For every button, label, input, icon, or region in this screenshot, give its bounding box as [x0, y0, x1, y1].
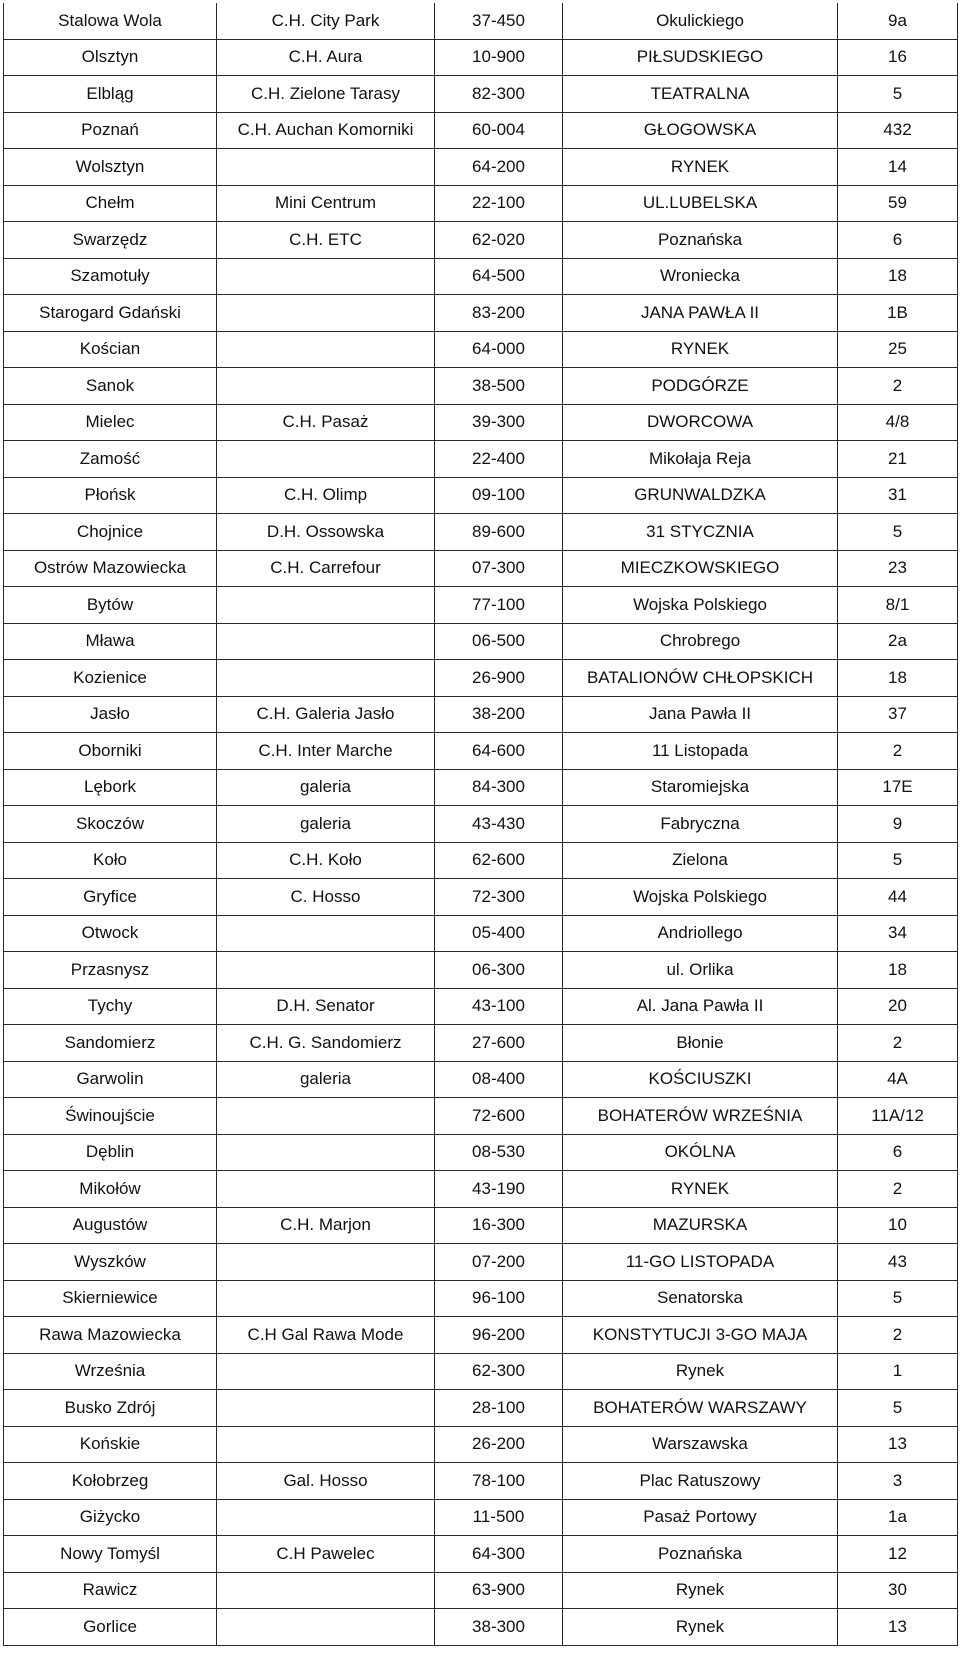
postal-code-cell: 07-200: [435, 1244, 563, 1281]
street-cell: Poznańska: [563, 1536, 838, 1573]
street-cell: JANA PAWŁA II: [563, 295, 838, 332]
table-row: [4, 477, 958, 514]
building-number-cell: 44: [838, 879, 958, 916]
street-cell: 31 STYCZNIA: [563, 514, 838, 551]
table-row: [4, 3, 958, 39]
table-body: [4, 3, 958, 1645]
postal-code-cell: 64-300: [435, 1536, 563, 1573]
shopping-center-cell: [217, 368, 435, 405]
table-row: [4, 331, 958, 368]
street-cell: GRUNWALDZKA: [563, 477, 838, 514]
table-row: [4, 806, 958, 843]
city-cell: Chełm: [4, 185, 217, 222]
city-cell: Olsztyn: [4, 39, 217, 76]
postal-code-cell: 28-100: [435, 1390, 563, 1427]
postal-code-cell: 11-500: [435, 1499, 563, 1536]
building-number-cell: 23: [838, 550, 958, 587]
table-row: [4, 1280, 958, 1317]
postal-code-cell: 26-900: [435, 660, 563, 697]
building-number-cell: 9a: [838, 3, 958, 39]
postal-code-cell: 62-600: [435, 842, 563, 879]
shopping-center-cell: D.H. Ossowska: [217, 514, 435, 551]
city-cell: Sanok: [4, 368, 217, 405]
postal-code-cell: 10-900: [435, 39, 563, 76]
building-number-cell: 2: [838, 1025, 958, 1062]
postal-code-cell: 06-300: [435, 952, 563, 989]
postal-code-cell: 16-300: [435, 1207, 563, 1244]
shopping-center-cell: [217, 1134, 435, 1171]
street-cell: Pasaż Portowy: [563, 1499, 838, 1536]
city-cell: Elbląg: [4, 76, 217, 113]
shopping-center-cell: [217, 623, 435, 660]
shopping-center-cell: C.H. Koło: [217, 842, 435, 879]
building-number-cell: 8/1: [838, 587, 958, 624]
table-row: [4, 733, 958, 770]
street-cell: Wroniecka: [563, 258, 838, 295]
postal-code-cell: 78-100: [435, 1463, 563, 1500]
postal-code-cell: 38-500: [435, 368, 563, 405]
shopping-center-cell: C.H. ETC: [217, 222, 435, 259]
building-number-cell: 12: [838, 1536, 958, 1573]
street-cell: PODGÓRZE: [563, 368, 838, 405]
building-number-cell: 13: [838, 1426, 958, 1463]
building-number-cell: 30: [838, 1572, 958, 1609]
postal-code-cell: 22-100: [435, 185, 563, 222]
shopping-center-cell: [217, 1572, 435, 1609]
city-cell: Stalowa Wola: [4, 3, 217, 39]
city-cell: Wolsztyn: [4, 149, 217, 186]
table-row: [4, 587, 958, 624]
city-cell: Przasnysz: [4, 952, 217, 989]
building-number-cell: 10: [838, 1207, 958, 1244]
building-number-cell: 2: [838, 1317, 958, 1354]
street-cell: Poznańska: [563, 222, 838, 259]
postal-code-cell: 22-400: [435, 441, 563, 478]
postal-code-cell: 43-100: [435, 988, 563, 1025]
street-cell: ul. Orlika: [563, 952, 838, 989]
street-cell: RYNEK: [563, 331, 838, 368]
shopping-center-cell: galeria: [217, 1061, 435, 1098]
building-number-cell: 59: [838, 185, 958, 222]
table-row: [4, 550, 958, 587]
postal-code-cell: 63-900: [435, 1572, 563, 1609]
table-row: [4, 149, 958, 186]
street-cell: RYNEK: [563, 1171, 838, 1208]
building-number-cell: 11A/12: [838, 1098, 958, 1135]
table-row: [4, 39, 958, 76]
street-cell: KONSTYTUCJI 3-GO MAJA: [563, 1317, 838, 1354]
postal-code-cell: 96-100: [435, 1280, 563, 1317]
building-number-cell: 5: [838, 76, 958, 113]
table-row: [4, 1572, 958, 1609]
city-cell: Świnoujście: [4, 1098, 217, 1135]
building-number-cell: 9: [838, 806, 958, 843]
building-number-cell: 20: [838, 988, 958, 1025]
street-cell: MAZURSKA: [563, 1207, 838, 1244]
city-cell: Sandomierz: [4, 1025, 217, 1062]
shopping-center-cell: C.H. Inter Marche: [217, 733, 435, 770]
street-cell: Plac Ratuszowy: [563, 1463, 838, 1500]
table-row: [4, 842, 958, 879]
city-cell: Bytów: [4, 587, 217, 624]
shopping-center-cell: [217, 1244, 435, 1281]
city-cell: Poznań: [4, 112, 217, 149]
shopping-center-cell: [217, 295, 435, 332]
postal-code-cell: 38-200: [435, 696, 563, 733]
street-cell: Al. Jana Pawła II: [563, 988, 838, 1025]
table-row: [4, 1171, 958, 1208]
street-cell: Mikołaja Reja: [563, 441, 838, 478]
shopping-center-cell: C.H. Auchan Komorniki: [217, 112, 435, 149]
street-cell: 11 Listopada: [563, 733, 838, 770]
shopping-center-cell: [217, 1390, 435, 1427]
city-cell: Gryfice: [4, 879, 217, 916]
city-cell: Rawa Mazowiecka: [4, 1317, 217, 1354]
building-number-cell: 3: [838, 1463, 958, 1500]
city-cell: Gorlice: [4, 1609, 217, 1646]
city-cell: Oborniki: [4, 733, 217, 770]
building-number-cell: 2a: [838, 623, 958, 660]
postal-code-cell: 64-000: [435, 331, 563, 368]
city-cell: Chojnice: [4, 514, 217, 551]
building-number-cell: 18: [838, 258, 958, 295]
city-cell: Skierniewice: [4, 1280, 217, 1317]
postal-code-cell: 43-190: [435, 1171, 563, 1208]
table-row: [4, 1317, 958, 1354]
street-cell: BOHATERÓW WARSZAWY: [563, 1390, 838, 1427]
city-cell: Zamość: [4, 441, 217, 478]
building-number-cell: 2: [838, 368, 958, 405]
postal-code-cell: 60-004: [435, 112, 563, 149]
store-list-sheet: [3, 3, 957, 1646]
shopping-center-cell: [217, 331, 435, 368]
postal-code-cell: 37-450: [435, 3, 563, 39]
city-cell: Jasło: [4, 696, 217, 733]
street-cell: BOHATERÓW WRZEŚNIA: [563, 1098, 838, 1135]
postal-code-cell: 77-100: [435, 587, 563, 624]
street-cell: Chrobrego: [563, 623, 838, 660]
table-row: [4, 1609, 958, 1646]
building-number-cell: 5: [838, 842, 958, 879]
street-cell: Jana Pawła II: [563, 696, 838, 733]
city-cell: Starogard Gdański: [4, 295, 217, 332]
building-number-cell: 5: [838, 1390, 958, 1427]
building-number-cell: 2: [838, 733, 958, 770]
table-row: [4, 660, 958, 697]
street-cell: RYNEK: [563, 149, 838, 186]
postal-code-cell: 08-400: [435, 1061, 563, 1098]
city-cell: Rawicz: [4, 1572, 217, 1609]
building-number-cell: 13: [838, 1609, 958, 1646]
street-cell: Wojska Polskiego: [563, 879, 838, 916]
table-row: [4, 1499, 958, 1536]
shopping-center-cell: D.H. Senator: [217, 988, 435, 1025]
table-row: [4, 1353, 958, 1390]
city-cell: Swarzędz: [4, 222, 217, 259]
shopping-center-cell: [217, 915, 435, 952]
shopping-center-cell: [217, 1499, 435, 1536]
shopping-center-cell: galeria: [217, 769, 435, 806]
postal-code-cell: 26-200: [435, 1426, 563, 1463]
store-locations-table: [3, 3, 958, 1646]
shopping-center-cell: [217, 1609, 435, 1646]
street-cell: Senatorska: [563, 1280, 838, 1317]
table-row: [4, 769, 958, 806]
city-cell: Mława: [4, 623, 217, 660]
table-row: [4, 368, 958, 405]
city-cell: Mikołów: [4, 1171, 217, 1208]
street-cell: Rynek: [563, 1572, 838, 1609]
city-cell: Mielec: [4, 404, 217, 441]
shopping-center-cell: [217, 1171, 435, 1208]
street-cell: TEATRALNA: [563, 76, 838, 113]
shopping-center-cell: [217, 1353, 435, 1390]
shopping-center-cell: [217, 587, 435, 624]
city-cell: Garwolin: [4, 1061, 217, 1098]
building-number-cell: 6: [838, 1134, 958, 1171]
street-cell: Okulickiego: [563, 3, 838, 39]
shopping-center-cell: C.H. Carrefour: [217, 550, 435, 587]
postal-code-cell: 09-100: [435, 477, 563, 514]
city-cell: Dęblin: [4, 1134, 217, 1171]
street-cell: MIECZKOWSKIEGO: [563, 550, 838, 587]
building-number-cell: 6: [838, 222, 958, 259]
postal-code-cell: 64-200: [435, 149, 563, 186]
street-cell: Wojska Polskiego: [563, 587, 838, 624]
shopping-center-cell: [217, 1426, 435, 1463]
building-number-cell: 18: [838, 952, 958, 989]
street-cell: DWORCOWA: [563, 404, 838, 441]
postal-code-cell: 72-600: [435, 1098, 563, 1135]
shopping-center-cell: [217, 952, 435, 989]
table-row: [4, 1098, 958, 1135]
city-cell: Lębork: [4, 769, 217, 806]
table-row: [4, 696, 958, 733]
shopping-center-cell: C.H. G. Sandomierz: [217, 1025, 435, 1062]
table-row: [4, 76, 958, 113]
street-cell: Warszawska: [563, 1426, 838, 1463]
street-cell: OKÓLNA: [563, 1134, 838, 1171]
shopping-center-cell: [217, 1098, 435, 1135]
city-cell: Giżycko: [4, 1499, 217, 1536]
street-cell: Zielona: [563, 842, 838, 879]
postal-code-cell: 72-300: [435, 879, 563, 916]
building-number-cell: 1B: [838, 295, 958, 332]
building-number-cell: 31: [838, 477, 958, 514]
building-number-cell: 1a: [838, 1499, 958, 1536]
shopping-center-cell: C.H. City Park: [217, 3, 435, 39]
postal-code-cell: 62-300: [435, 1353, 563, 1390]
street-cell: 11-GO LISTOPADA: [563, 1244, 838, 1281]
city-cell: Kołobrzeg: [4, 1463, 217, 1500]
shopping-center-cell: C.H. Galeria Jasło: [217, 696, 435, 733]
table-row: [4, 915, 958, 952]
shopping-center-cell: C.H. Zielone Tarasy: [217, 76, 435, 113]
building-number-cell: 21: [838, 441, 958, 478]
table-row: [4, 441, 958, 478]
shopping-center-cell: [217, 441, 435, 478]
building-number-cell: 4/8: [838, 404, 958, 441]
table-row: [4, 988, 958, 1025]
building-number-cell: 4A: [838, 1061, 958, 1098]
building-number-cell: 25: [838, 331, 958, 368]
table-row: [4, 952, 958, 989]
postal-code-cell: 38-300: [435, 1609, 563, 1646]
table-row: [4, 1463, 958, 1500]
street-cell: GŁOGOWSKA: [563, 112, 838, 149]
table-row: [4, 1134, 958, 1171]
street-cell: Fabryczna: [563, 806, 838, 843]
table-row: [4, 1207, 958, 1244]
postal-code-cell: 96-200: [435, 1317, 563, 1354]
shopping-center-cell: C.H Gal Rawa Mode: [217, 1317, 435, 1354]
street-cell: PIŁSUDSKIEGO: [563, 39, 838, 76]
postal-code-cell: 39-300: [435, 404, 563, 441]
table-row: [4, 258, 958, 295]
postal-code-cell: 89-600: [435, 514, 563, 551]
postal-code-cell: 84-300: [435, 769, 563, 806]
city-cell: Kościan: [4, 331, 217, 368]
city-cell: Szamotuły: [4, 258, 217, 295]
table-row: [4, 879, 958, 916]
shopping-center-cell: galeria: [217, 806, 435, 843]
shopping-center-cell: [217, 660, 435, 697]
postal-code-cell: 64-600: [435, 733, 563, 770]
city-cell: Końskie: [4, 1426, 217, 1463]
shopping-center-cell: C.H Pawelec: [217, 1536, 435, 1573]
shopping-center-cell: [217, 149, 435, 186]
shopping-center-cell: C.H. Olimp: [217, 477, 435, 514]
shopping-center-cell: [217, 1280, 435, 1317]
table-row: [4, 1536, 958, 1573]
city-cell: Kozienice: [4, 660, 217, 697]
city-cell: Września: [4, 1353, 217, 1390]
street-cell: Błonie: [563, 1025, 838, 1062]
street-cell: Andriollego: [563, 915, 838, 952]
city-cell: Koło: [4, 842, 217, 879]
postal-code-cell: 82-300: [435, 76, 563, 113]
table-row: [4, 514, 958, 551]
postal-code-cell: 64-500: [435, 258, 563, 295]
table-row: [4, 295, 958, 332]
table-row: [4, 1244, 958, 1281]
city-cell: Skoczów: [4, 806, 217, 843]
building-number-cell: 16: [838, 39, 958, 76]
shopping-center-cell: C.H. Marjon: [217, 1207, 435, 1244]
city-cell: Otwock: [4, 915, 217, 952]
postal-code-cell: 83-200: [435, 295, 563, 332]
postal-code-cell: 06-500: [435, 623, 563, 660]
table-row: [4, 1426, 958, 1463]
building-number-cell: 37: [838, 696, 958, 733]
postal-code-cell: 62-020: [435, 222, 563, 259]
shopping-center-cell: C. Hosso: [217, 879, 435, 916]
street-cell: Rynek: [563, 1353, 838, 1390]
city-cell: Nowy Tomyśl: [4, 1536, 217, 1573]
postal-code-cell: 05-400: [435, 915, 563, 952]
city-cell: Tychy: [4, 988, 217, 1025]
postal-code-cell: 07-300: [435, 550, 563, 587]
street-cell: Rynek: [563, 1609, 838, 1646]
postal-code-cell: 08-530: [435, 1134, 563, 1171]
building-number-cell: 14: [838, 149, 958, 186]
city-cell: Augustów: [4, 1207, 217, 1244]
table-row: [4, 112, 958, 149]
city-cell: Ostrów Mazowiecka: [4, 550, 217, 587]
building-number-cell: 18: [838, 660, 958, 697]
shopping-center-cell: C.H. Aura: [217, 39, 435, 76]
postal-code-cell: 27-600: [435, 1025, 563, 1062]
building-number-cell: 1: [838, 1353, 958, 1390]
table-row: [4, 1061, 958, 1098]
building-number-cell: 5: [838, 1280, 958, 1317]
shopping-center-cell: Gal. Hosso: [217, 1463, 435, 1500]
table-row: [4, 222, 958, 259]
street-cell: Staromiejska: [563, 769, 838, 806]
building-number-cell: 5: [838, 514, 958, 551]
building-number-cell: 432: [838, 112, 958, 149]
shopping-center-cell: Mini Centrum: [217, 185, 435, 222]
street-cell: UL.LUBELSKA: [563, 185, 838, 222]
table-row: [4, 623, 958, 660]
city-cell: Busko Zdrój: [4, 1390, 217, 1427]
shopping-center-cell: C.H. Pasaż: [217, 404, 435, 441]
shopping-center-cell: [217, 258, 435, 295]
street-cell: BATALIONÓW CHŁOPSKICH: [563, 660, 838, 697]
street-cell: KOŚCIUSZKI: [563, 1061, 838, 1098]
city-cell: Płońsk: [4, 477, 217, 514]
table-row: [4, 185, 958, 222]
table-row: [4, 1390, 958, 1427]
building-number-cell: 43: [838, 1244, 958, 1281]
table-row: [4, 404, 958, 441]
city-cell: Wyszków: [4, 1244, 217, 1281]
table-row: [4, 1025, 958, 1062]
building-number-cell: 34: [838, 915, 958, 952]
building-number-cell: 2: [838, 1171, 958, 1208]
building-number-cell: 17E: [838, 769, 958, 806]
postal-code-cell: 43-430: [435, 806, 563, 843]
